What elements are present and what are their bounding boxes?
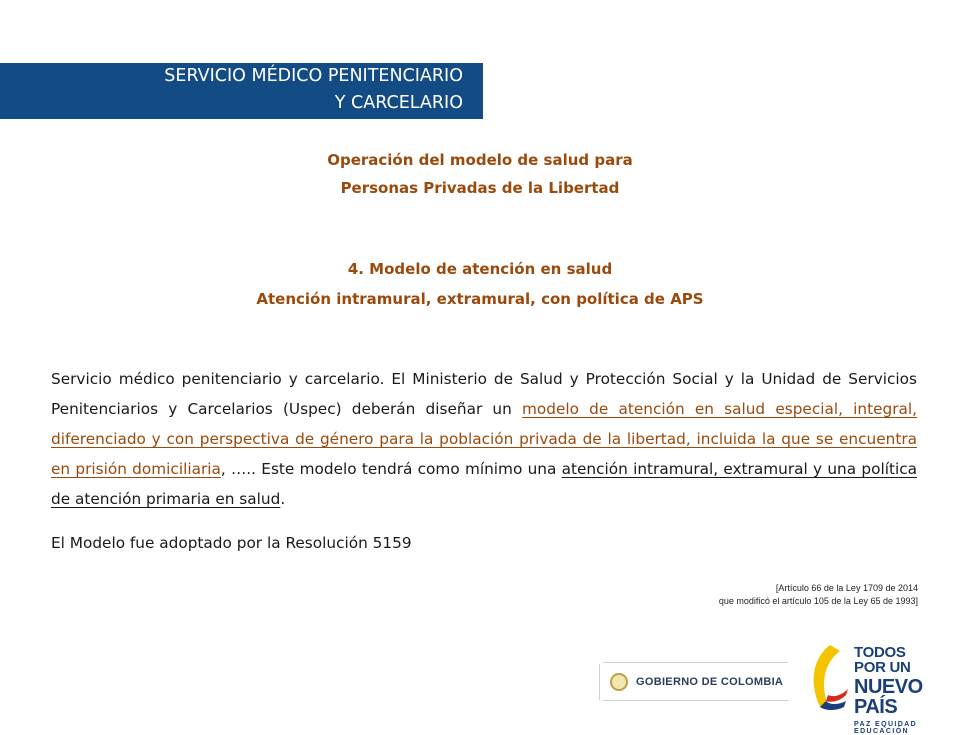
footer-divider-bottom [603, 700, 788, 701]
todos-por-un-nuevo-pais-logo [806, 641, 936, 735]
citation-line-2: que modificó el artículo 105 de la Ley 65 de 1993] [718, 596, 918, 606]
gobierno-logo [599, 664, 789, 700]
body-end: . [280, 490, 286, 508]
body-intro: Servicio médico penitenciario y carcelario. El Ministerio de Salud y Protección Social y la Unidad de Servicios Penitenciarios y Carcelarios (Uspec) deberán diseñar un [51, 370, 917, 418]
subtitle-line-2: Personas Privadas de la Libertad [340, 179, 620, 197]
body-paragraph [51, 364, 917, 514]
logo-line-3: PAZ EQUIDAD EDUCACIÓN [854, 721, 918, 735]
title-banner [0, 63, 483, 119]
highlighted-model-text: modelo de atención en salud especial, integral, diferenciado y con perspectiva de género para la población privada de la libertad, incluida la que se encuentra en prisión domiciliaria [51, 400, 917, 478]
logo-wordmark [854, 645, 936, 735]
citation-line-1: [Artículo 66 de la Ley 1709 de 2014 [775, 583, 918, 593]
section-heading-line-1: 4. Modelo de atención en salud [347, 260, 613, 278]
underlined-care-text: atención intramural, extramural y una política de atención primaria en salud [51, 460, 917, 508]
resolution-note: El Modelo fue adoptado por la Resolución 5159 [51, 534, 412, 552]
legal-citation [719, 582, 918, 608]
body-middle: , ….. Este modelo tendrá como mínimo una [220, 460, 562, 478]
coat-of-arms-icon [610, 673, 628, 691]
footer-divider-top [603, 662, 788, 663]
flag-swoosh-icon [806, 641, 856, 715]
title-line-1: SERVICIO MÉDICO PENITENCIARIO [164, 66, 463, 86]
logo-line-1: TODOS POR UN [854, 644, 911, 676]
logo-line-2: NUEVO PAÍS [854, 676, 923, 718]
section-heading-line-2: Atención intramural, extramural, con política de APS [256, 290, 704, 308]
subtitle-line-1: Operación del modelo de salud para [327, 151, 633, 169]
gobierno-label: GOBIERNO DE COLOMBIA [636, 676, 784, 688]
title-line-2: Y CARCELARIO [334, 93, 463, 113]
